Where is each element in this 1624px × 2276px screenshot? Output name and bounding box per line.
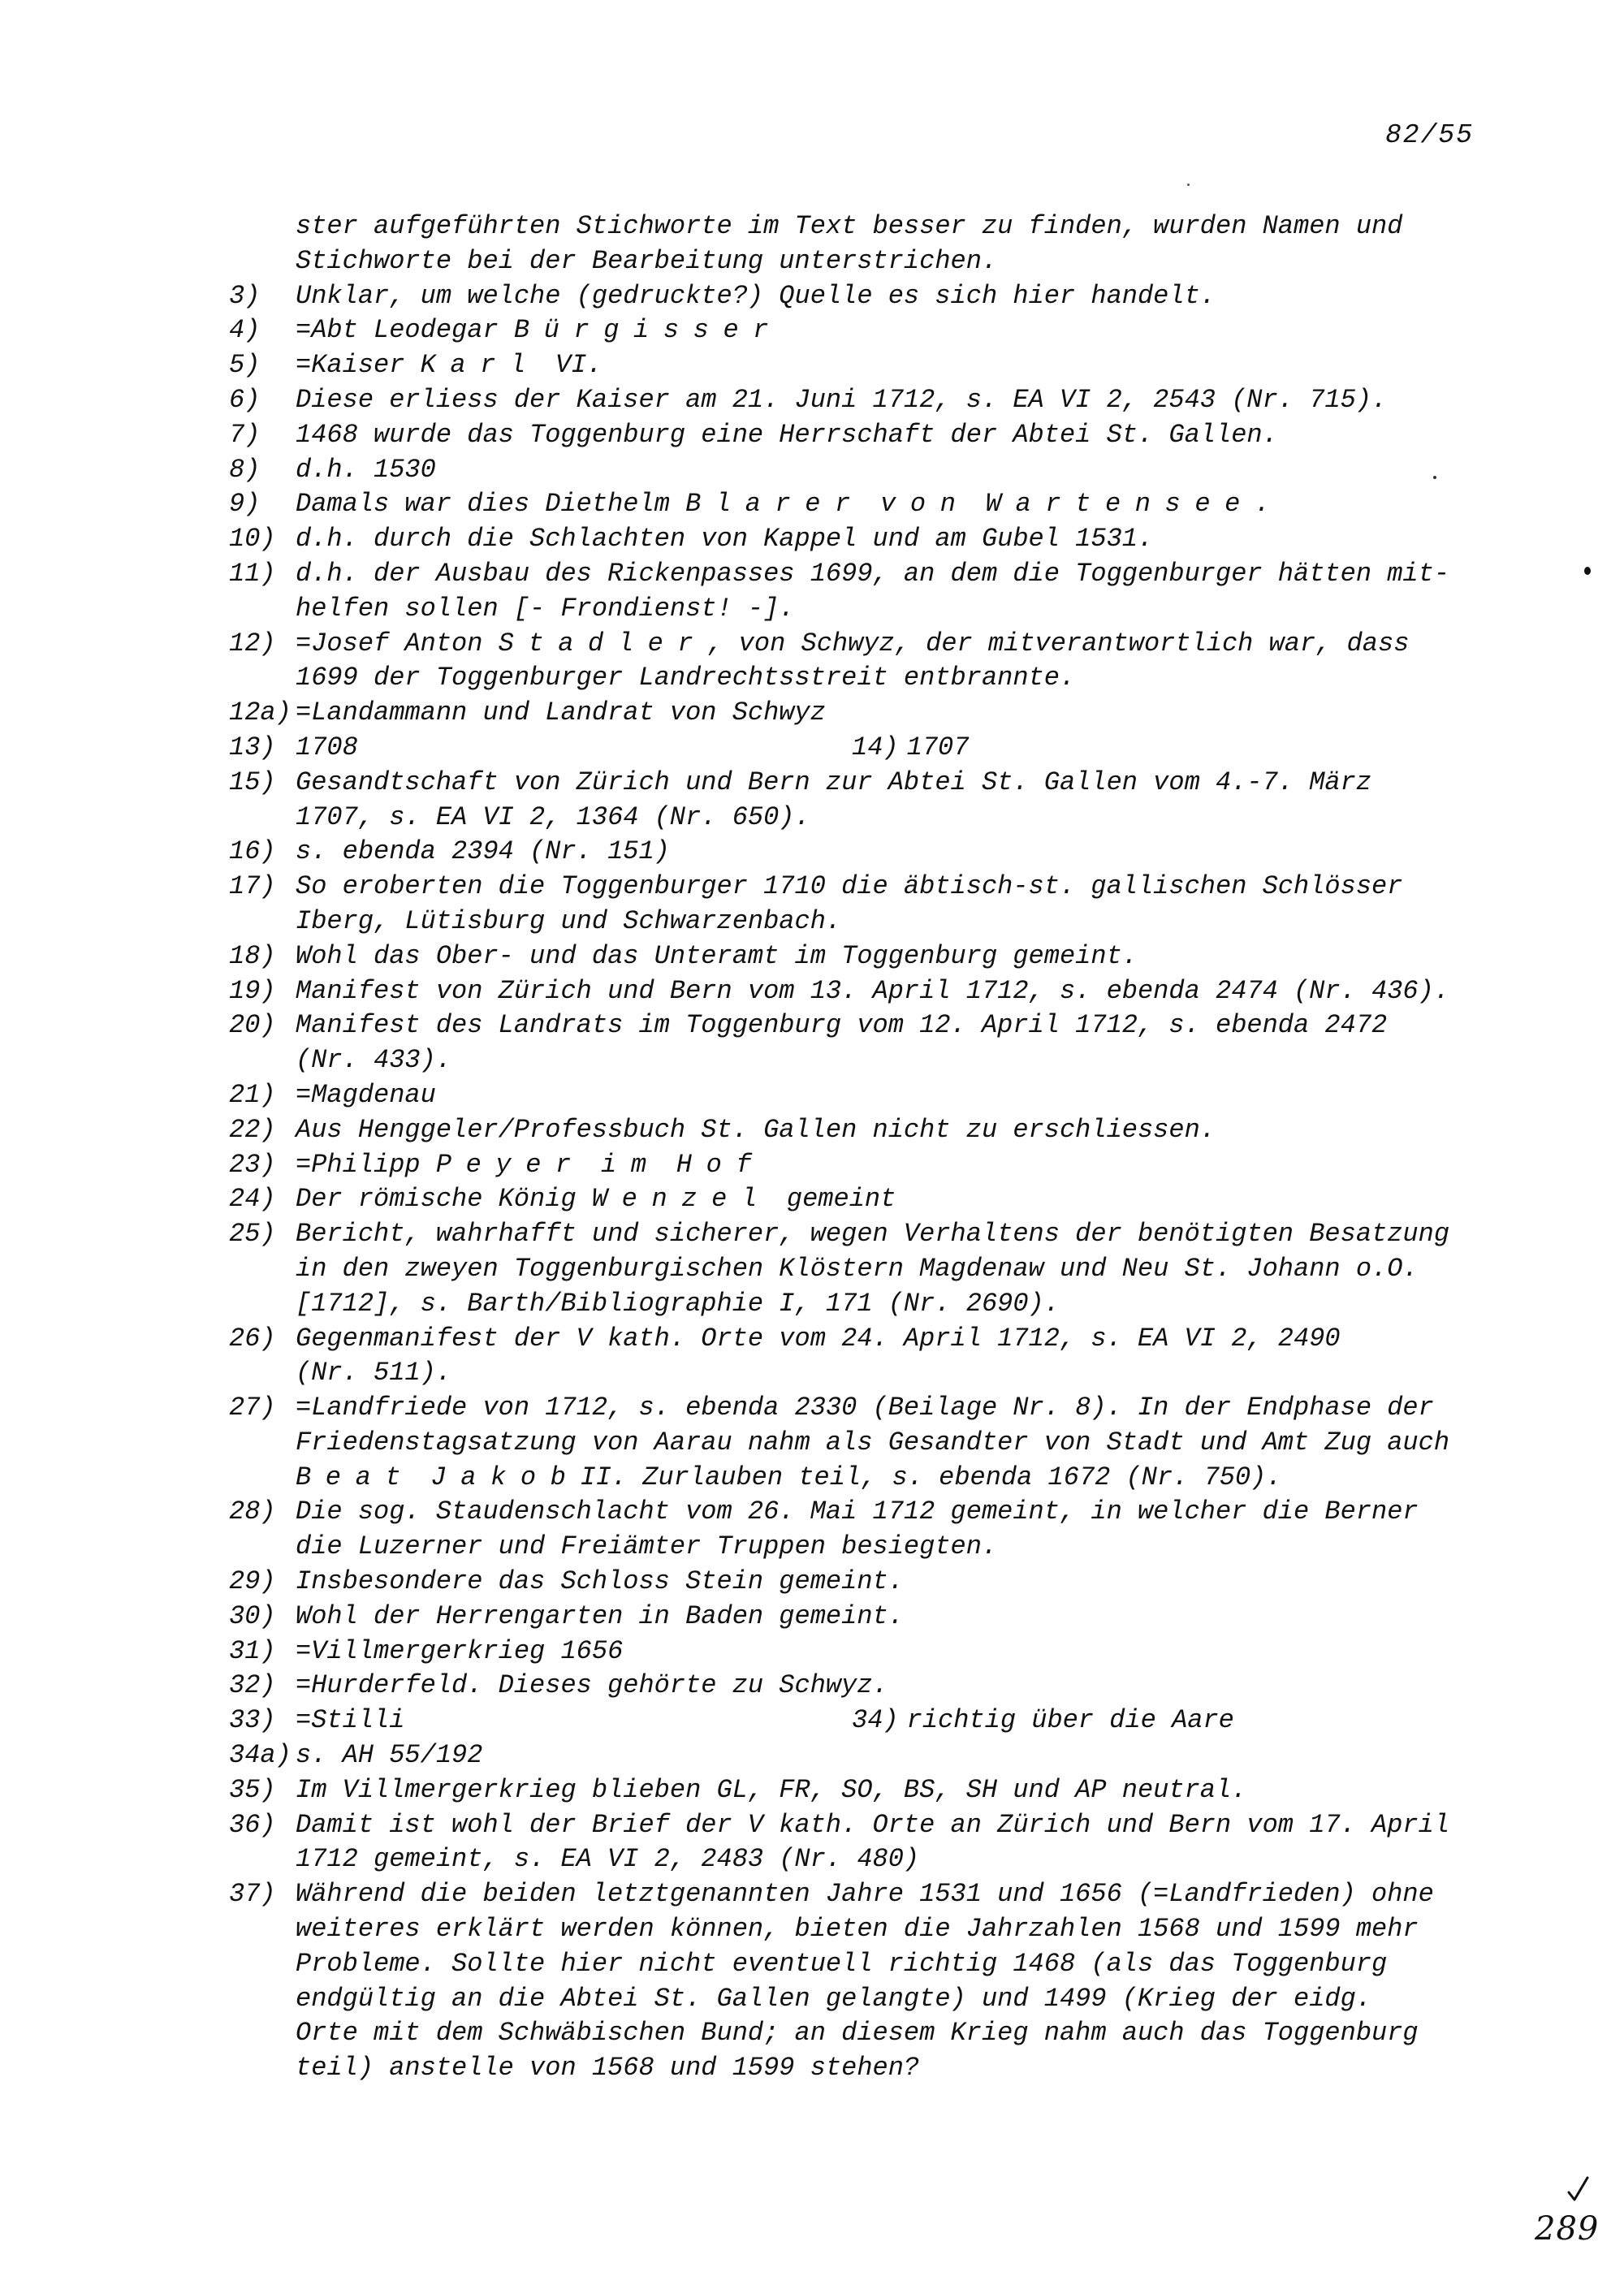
footnote-text: . [1254,489,1271,520]
spaced-name: Karl [420,350,540,381]
footnote-number: 6) [229,384,261,415]
footnote [229,835,1528,870]
footnote [229,1113,1528,1148]
footnote [229,522,1528,557]
page-number: 82/55 [1385,120,1475,150]
footnote-number: 29) [229,1566,276,1597]
footnote-number: 32) [229,1670,276,1701]
footnote-text: , von Schwyz, der mitverantwortlich war, dass [707,628,1410,659]
footnote-line: Diese erliess der Kaiser am 21. Juni 1712, s. EA VI 2, 2543 (Nr. 715). [296,384,1388,415]
footnote [229,1182,1528,1217]
footnote-text: gemeint [771,1184,896,1215]
footnote-line: Wohl der Herrengarten in Baden gemeint. [296,1600,904,1631]
footnote-line: Probleme. Sollte hier nicht eventuell richtig 1468 (als das Toggenburg [296,1948,1388,1979]
footnote-text: =Josef Anton [296,628,499,659]
speck-mark [1187,184,1190,186]
footnote-line: s. ebenda 2394 (Nr. 151) [296,836,670,867]
footnote-number: 26) [229,1323,276,1354]
footnote-line: weiteres erklärt werden können, bieten die Jahrzahlen 1568 und 1599 mehr [296,1914,1419,1945]
footnote-line [296,627,1528,662]
footnote-number: 28) [229,1496,276,1527]
footnote-number: 37) [229,1879,276,1910]
footnote-second-column [852,731,969,766]
footnote-line: Während die beiden letztgenannten Jahre 1531 und 1656 (=Landfrieden) ohne [296,1879,1434,1910]
spaced-name: Jakob [430,1462,581,1492]
checkmark-icon [1567,2176,1590,2202]
footnote [229,418,1528,453]
footnote-text: =Abt Leodegar [296,315,514,346]
footnote-line [296,313,1528,348]
spaced-name: Stadler [498,628,708,659]
footnote-number: 25) [229,1219,276,1250]
footnote-line: Im Villmergerkrieg blieben GL, FR, SO, BS, SH und AP neutral. [296,1774,1247,1805]
footnote-line: helfen sollen [- Frondienst! -]. [296,593,795,624]
footnote [229,1148,1528,1183]
footnote-number: 34a) [229,1740,292,1771]
spaced-name: Beat [296,1462,416,1492]
spaced-name: Hof [676,1149,767,1180]
footnote-text [415,1462,430,1492]
footnote-line: =Landfriede von 1712, s. ebenda 2330 (Beilage Nr. 8). In der Endphase der [296,1393,1434,1423]
footnote-line: Manifest von Zürich und Bern vom 13. April 1712, s. ebenda 2474 (Nr. 436). [296,975,1450,1006]
handwritten-page-number: 289 [1535,2210,1600,2248]
footnote-line: Wohl das Ober- und das Unteramt im Toggenburg gemeint. [296,940,1138,971]
footnote [229,1773,1528,1808]
footnote [229,348,1528,383]
footnote-line: 1708 [296,732,358,762]
footnote-line: d.h. 1530 [296,454,436,485]
footnote-number: 31) [229,1635,276,1666]
footnote [229,1600,1528,1635]
footnote-line: Manifest des Landrats im Toggenburg vom 12. April 1712, s. ebenda 2472 [296,1010,1388,1041]
footnote-number: 5) [229,350,261,381]
footnote-text [970,489,986,519]
footnote-number: 24) [229,1184,276,1215]
footnote-line: die Luzerner und Freiämter Truppen besiegten. [296,1531,998,1562]
footnote [229,939,1528,974]
footnote-number: 27) [229,1393,276,1423]
footnote-line: Iberg, Lütisburg und Schwarzenbach. [296,905,842,936]
footnote [229,1217,1528,1321]
footnote-line: 1707, s. EA VI 2, 1364 (Nr. 650). [296,801,810,832]
footnote-line: 1699 der Toggenburger Landrechtsstreit entbrannte. [296,663,1076,693]
footnote-line: s. AH 55/192 [296,1740,483,1771]
footnote [229,1635,1528,1669]
footnote-line: in den zweyen Toggenburgischen Klöstern Magdenaw und Neu St. Johann o.O. [296,1253,1419,1284]
footnote [229,1877,1528,2086]
spaced-name: Bürgisser [513,315,784,346]
footnote-line: So eroberten die Toggenburger 1710 die äbtisch-st. gallischen Schlösser [296,871,1403,902]
spaced-name: von [880,489,970,520]
footnote [229,1738,1528,1773]
footnote-number: 23) [229,1149,276,1180]
footnote-number: 20) [229,1010,276,1041]
footnote [229,453,1528,488]
footnote-line [296,1461,1528,1496]
footnote-text: richtig über die Aare [906,1705,1234,1736]
footnote [229,870,1528,939]
spaced-name: im [601,1149,661,1180]
footnote [229,627,1528,697]
footnote-line: =Landammann und Landrat von Schwyz [296,697,826,728]
footnote [229,1322,1528,1392]
footnote-line: Unklar, um welche (gedruckte?) Quelle es sich hier handelt. [296,280,1216,311]
footnote-number: 22) [229,1114,276,1145]
footnote-line: d.h. durch die Schlachten von Kappel und am Gubel 1531. [296,524,1154,555]
footnote-line [296,1148,1528,1183]
footnote-number: 11) [229,558,276,589]
footnote [229,731,1528,766]
footnote-number: 10) [229,524,276,555]
footnote-text: II. Zurlauben teil, s. ebenda 1672 (Nr. 750). [580,1462,1282,1492]
footnote-line: 1712 gemeint, s. EA VI 2, 2483 (Nr. 480) [296,1844,920,1875]
footnote-line: Die sog. Staudenschlacht vom 26. Mai 1712 gemeint, in welcher die Berner [296,1496,1419,1527]
footnote-text [865,489,880,519]
footnote-text: Der römische König [296,1184,592,1215]
footnote-line: Insbesondere das Schloss Stein gemeint. [296,1566,904,1597]
footnote-line: Damit ist wohl der Brief der V kath. Orte an Zürich und Bern vom 17. April [296,1809,1450,1840]
margin-dot-mark [1584,567,1591,575]
speck-mark [1433,476,1436,479]
footnote-number: 18) [229,940,276,971]
spaced-name: Blarer [685,489,865,520]
footnote-line: ster aufgeführten Stichworte im Text besser zu finden, wurden Namen und [296,211,1403,241]
footnote [229,279,1528,314]
footnote-line [296,487,1528,522]
footnote-number: 21) [229,1079,276,1110]
footnote [229,1565,1528,1600]
footnote-line: Gesandtschaft von Zürich und Bern zur Abtei St. Gallen vom 4.-7. März [296,767,1372,797]
footnote-number: 12a) [229,697,292,728]
footnote [229,1495,1528,1565]
footnote-number: 12) [229,628,276,659]
footnote-line: (Nr. 433). [296,1045,452,1076]
footnote-text: Damals war dies Diethelm [296,489,686,520]
footnote-number: 13) [229,732,276,762]
footnote [229,487,1528,522]
footnote-line: Stichworte bei der Bearbeitung unterstrichen. [296,245,998,276]
footnote [229,1669,1528,1704]
footnote [229,209,1528,279]
footnote-line [296,348,1528,383]
spaced-name: Peyer [435,1149,585,1180]
footnote-text: 1707 [906,732,970,762]
footnote-line: (Nr. 511). [296,1358,452,1388]
footnote [229,557,1528,627]
footnote-list [229,209,1528,2086]
footnote-line: =Villmergerkrieg 1656 [296,1635,624,1666]
footnote-line: Friedenstagsatzung von Aarau nahm als Gesandter von Stadt und Amt Zug auch [296,1427,1450,1458]
footnote-number: 36) [229,1809,276,1840]
footnote [229,1808,1528,1878]
footnote-second-column [852,1704,1234,1738]
footnote-text: =Philipp [296,1149,436,1180]
footnote-number: 30) [229,1600,276,1631]
footnote-line: Aus Henggeler/Professbuch St. Gallen nicht zu erschliessen. [296,1114,1216,1145]
footnote-number: 19) [229,975,276,1006]
footnote-line: =Stilli [296,1705,405,1736]
footnote-number: 9) [229,489,261,520]
footnote-line: d.h. der Ausbau des Rickenpasses 1699, an dem die Toggenburger hätten mit- [296,558,1450,589]
footnote [229,383,1528,418]
footnote-line: =Hurderfeld. Dieses gehörte zu Schwyz. [296,1670,888,1701]
footnote [229,974,1528,1009]
footnote-line: 1468 wurde das Toggenburg eine Herrschaft der Abtei St. Gallen. [296,419,1278,450]
footnote-number: 7) [229,419,261,450]
footnote-number: 35) [229,1774,276,1805]
footnote-line: =Magdenau [296,1079,436,1110]
footnote-text: VI. [539,350,603,381]
footnote [229,1391,1528,1495]
footnote-number: 8) [229,454,261,485]
spaced-name: Wenzel [591,1184,771,1215]
footnote-line: Bericht, wahrhafft und sicherer, wegen Verhaltens der benötigten Besatzung [296,1219,1450,1250]
footnote-number: 15) [229,767,276,797]
footnote-line: teil) anstelle von 1568 und 1599 stehen? [296,2053,920,2084]
footnote [229,696,1528,731]
spaced-name: Wartensee [985,489,1255,520]
footnote-number: 33) [229,1705,276,1736]
footnote-number: 34) [852,1705,899,1736]
footnote-text [661,1150,676,1180]
footnote-number: 16) [229,836,276,867]
footnote [229,1078,1528,1113]
footnote [229,313,1528,348]
footnote-number: 3) [229,280,261,311]
footnote-number: 4) [229,315,261,346]
footnote-number: 17) [229,871,276,902]
footnote-line: endgültig an die Abtei St. Gallen gelangte) und 1499 (Krieg der eidg. [296,1983,1372,2014]
footnote-line: Gegenmanifest der V kath. Orte vom 24. April 1712, s. EA VI 2, 2490 [296,1323,1341,1354]
footnote [229,1704,1528,1738]
footnote-number: 14) [852,732,899,762]
footnote-line: [1712], s. Barth/Bibliographie I, 171 (Nr. 2690). [296,1288,1060,1319]
footnote [229,1008,1528,1078]
footnote-text: =Kaiser [296,350,421,381]
footnote-line [296,1182,1528,1217]
footnote-text [585,1150,601,1180]
footnote-line: Orte mit dem Schwäbischen Bund; an diesem Krieg nahm auch das Toggenburg [296,2018,1419,2049]
footnote [229,766,1528,836]
